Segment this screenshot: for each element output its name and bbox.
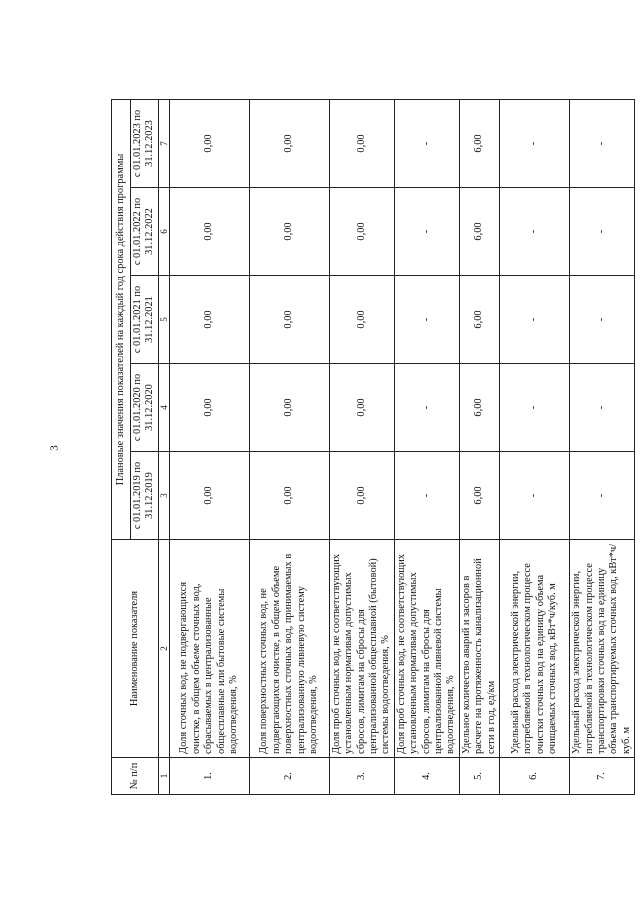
page-number: 3: [48, 445, 61, 451]
row-number: 2.: [249, 758, 329, 795]
indicator-value: -: [500, 452, 570, 540]
indicator-value: -: [394, 452, 459, 540]
indicator-value: 0,00: [169, 99, 249, 187]
table-row: [500, 99, 570, 794]
indicator-value: 0,00: [249, 276, 329, 364]
column-number: 7: [158, 99, 169, 187]
header-period: с 01.01.2022 по 31.12.2022: [131, 188, 159, 276]
column-number: 5: [158, 276, 169, 364]
table-row: [394, 99, 459, 794]
indicator-name: Удельный расход электрической энергии, потребляемой в технологическом процессе транспортировки сточных вод на единицу объема транспортируемых сточных вод, кВт*ч/куб. м: [570, 540, 635, 758]
indicator-value: 0,00: [329, 364, 394, 452]
column-number: 6: [158, 188, 169, 276]
indicator-value: -: [570, 99, 635, 187]
table-row: [249, 99, 329, 794]
indicator-value: -: [394, 364, 459, 452]
indicator-name: Доля проб сточных вод, не соответствующих установленным нормативам допустимых сбросов, лимитам на сбросы для централизованной общесплавной (бытовой) системы водоотведения, %: [329, 540, 394, 758]
indicator-value: -: [394, 188, 459, 276]
indicator-value: -: [500, 364, 570, 452]
indicator-value: -: [394, 99, 459, 187]
indicator-name: Доля сточных вод, не подвергающихся очистке, в общем объеме сточных вод, сбрасываемых в централизованные общесплавные или бытовые системы водоотведения, %: [169, 540, 249, 758]
indicator-value: -: [570, 364, 635, 452]
header-period: с 01.01.2020 по 31.12.2020: [131, 364, 159, 452]
column-number: 2: [158, 540, 169, 758]
column-number: 3: [158, 452, 169, 540]
row-number: 1.: [169, 758, 249, 795]
indicator-value: -: [500, 188, 570, 276]
table-row: [329, 99, 394, 794]
indicator-value: 0,00: [249, 99, 329, 187]
indicator-value: 0,00: [329, 452, 394, 540]
table-row: [169, 99, 249, 794]
table-row: [570, 99, 635, 794]
indicator-value: 6,00: [459, 364, 499, 452]
header-number: № п/п: [112, 758, 159, 795]
indicator-value: 0,00: [249, 188, 329, 276]
row-number: 7.: [570, 758, 635, 795]
header-name: Наименование показателя: [112, 540, 159, 758]
row-number: 3.: [329, 758, 394, 795]
column-number: 4: [158, 364, 169, 452]
indicator-value: 6,00: [459, 452, 499, 540]
indicator-value: -: [570, 452, 635, 540]
indicator-value: 0,00: [169, 276, 249, 364]
indicator-value: 6,00: [459, 276, 499, 364]
header-period: с 01.01.2019 по 31.12.2019: [131, 452, 159, 540]
row-number: 5.: [459, 758, 499, 795]
indicator-value: -: [570, 188, 635, 276]
indicator-value: 0,00: [329, 276, 394, 364]
indicator-value: 0,00: [329, 99, 394, 187]
indicator-name: Доля поверхностных сточных вод, не подвергающихся очистке, в общем объеме поверхностных сточных вод, принимаемых в централизованную ливневую систему водоотведения, %: [249, 540, 329, 758]
indicator-name: Доля проб сточных вод, не соответствующих установленным нормативам допустимых сбросов, лимитам на сбросы для централизованной ливневой системы водоотведения, %: [394, 540, 459, 758]
indicator-name: Удельное количество аварий и засоров в расчете на протяженность канализационной сети в год, ед/км: [459, 540, 499, 758]
indicator-name: Удельный расход электрической энергии, потребляемой в технологическом процессе очистки сточных вод на единицу объема очищаемых сточных вод, кВт*ч/куб. м: [500, 540, 570, 758]
indicators-table: [111, 99, 635, 795]
table-row: [459, 99, 499, 794]
indicator-value: 6,00: [459, 188, 499, 276]
header-plan: Плановые значения показателей на каждый год срока действия программы: [112, 99, 131, 539]
header-period: с 01.01.2021 по 31.12.2021: [131, 276, 159, 364]
header-period: с 01.01.2023 по 31.12.2023: [131, 99, 159, 187]
indicator-value: -: [500, 99, 570, 187]
indicator-value: 0,00: [169, 364, 249, 452]
indicator-value: 0,00: [249, 364, 329, 452]
indicator-value: 0,00: [329, 188, 394, 276]
column-number: 1: [158, 758, 169, 795]
indicator-value: 0,00: [169, 188, 249, 276]
rotated-table-wrapper: [111, 100, 632, 795]
row-number: 4.: [394, 758, 459, 795]
indicator-value: -: [394, 276, 459, 364]
indicator-value: 0,00: [169, 452, 249, 540]
indicator-value: -: [500, 276, 570, 364]
indicator-value: -: [570, 276, 635, 364]
row-number: 6.: [500, 758, 570, 795]
indicator-value: 0,00: [249, 452, 329, 540]
indicator-value: 6,00: [459, 99, 499, 187]
